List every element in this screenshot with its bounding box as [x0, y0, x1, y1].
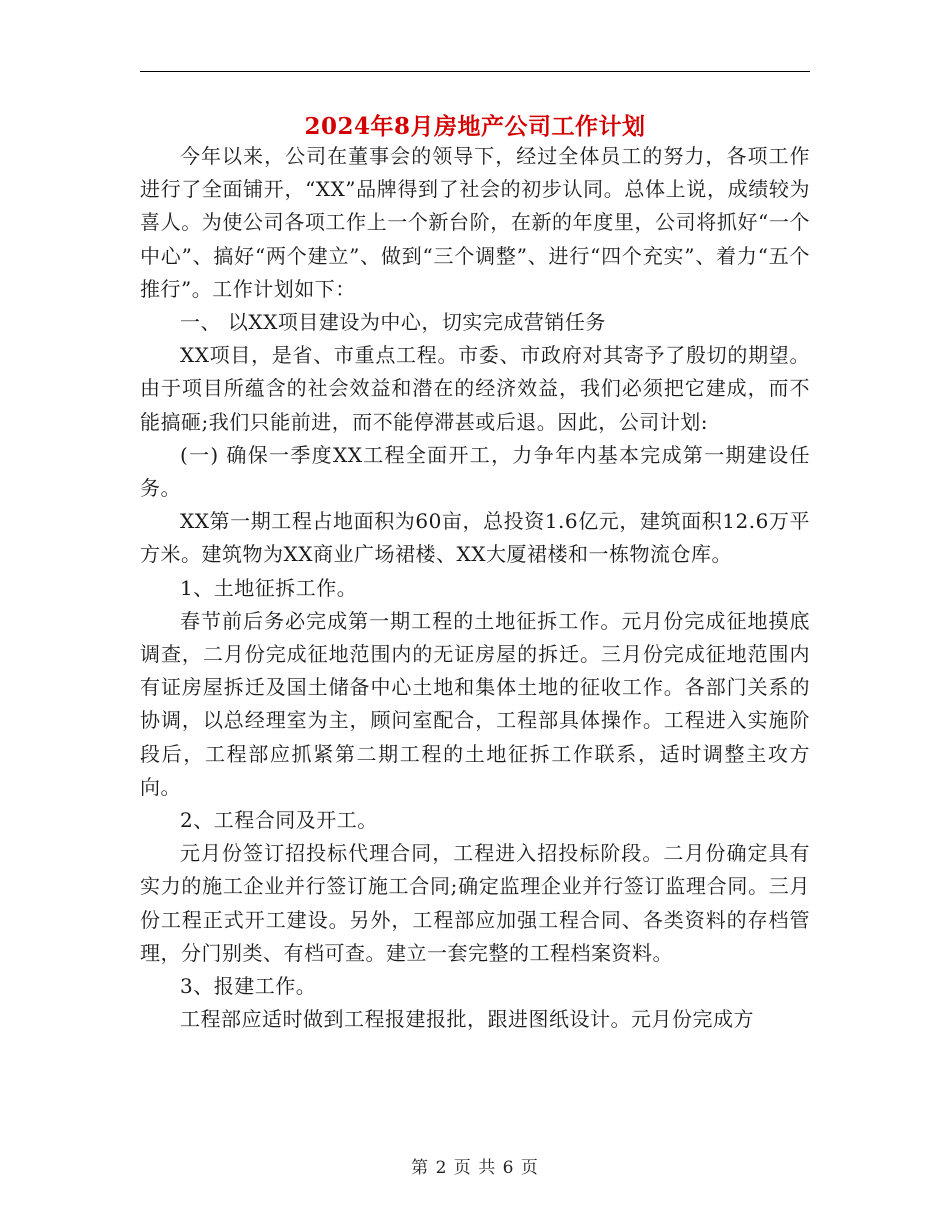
paragraph-permits: 工程部应适时做到工程报建报批，跟进图纸设计。元月份完成方: [180, 1007, 754, 1032]
subsection-heading-1: (一) 确保一季度XX工程全面开工，力争年内基本完成第一期建设任务。: [140, 442, 810, 501]
item-heading-3: 3、报建工作。: [180, 974, 317, 999]
section-heading-1: 一、 以XX项目建设为中心，切实完成营销任务: [180, 310, 606, 335]
paragraph-land: 春节前后务必完成第一期工程的土地征拆工作。元月份完成征地摸底调查，二月份完成征地范围内的无证房屋的拆迁。三月份完成征地范围内有证房屋拆迁及国土储备中心土地和集体土地的征收工作。各部门关系的协调，以总经理室为主，顾问室配合，工程部具体操作。工程进入实施阶段后，工程部应抓紧第二期工程的土地征拆工作联系，适时调整主攻方向。: [140, 608, 810, 799]
document-title: 2024年8月房地产公司工作计划: [304, 113, 646, 140]
page-number-footer: 第 2 页 共 6 页: [411, 1158, 539, 1178]
item-heading-2: 2、工程合同及开工。: [180, 808, 378, 833]
header-rule: [140, 71, 810, 72]
item-heading-1: 1、土地征拆工作。: [180, 575, 358, 600]
paragraph-phase-one: XX第一期工程占地面积为60亩，总投资1.6亿元，建筑面积12.6万平方米。建筑物为XX商业广场裙楼、XX大厦裙楼和一栋物流仓库。: [140, 509, 810, 567]
paragraph-intro: 今年以来，公司在董事会的领导下，经过全体员工的努力，各项工作进行了全面铺开，“XX”品牌得到了社会的初步认同。总体上说，成绩较为喜人。为使公司各项工作上一个新台阶，在新的年度里，公司将抓好“一个中心”、搞好“两个建立”、做到“三个调整”、进行“四个充实”、着力“五个推行”。工作计划如下：: [140, 144, 810, 301]
paragraph-project: XX项目，是省、市重点工程。市委、市政府对其寄予了殷切的期望。由于项目所蕴含的社会效益和潜在的经济效益，我们必须把它建成，而不能搞砸;我们只能前进，而不能停滞甚或后退。因此，公司计划:: [140, 343, 810, 434]
paragraph-contracts: 元月份签订招投标代理合同，工程进入招投标阶段。二月份确定具有实力的施工企业并行签订施工合同;确定监理企业并行签订监理合同。三月份工程正式开工建设。另外，工程部应加强工程合同、各类资料的存档管理，分门别类、有档可查。建立一套完整的工程档案资料。: [140, 841, 810, 965]
document-body: [140, 140, 810, 1036]
